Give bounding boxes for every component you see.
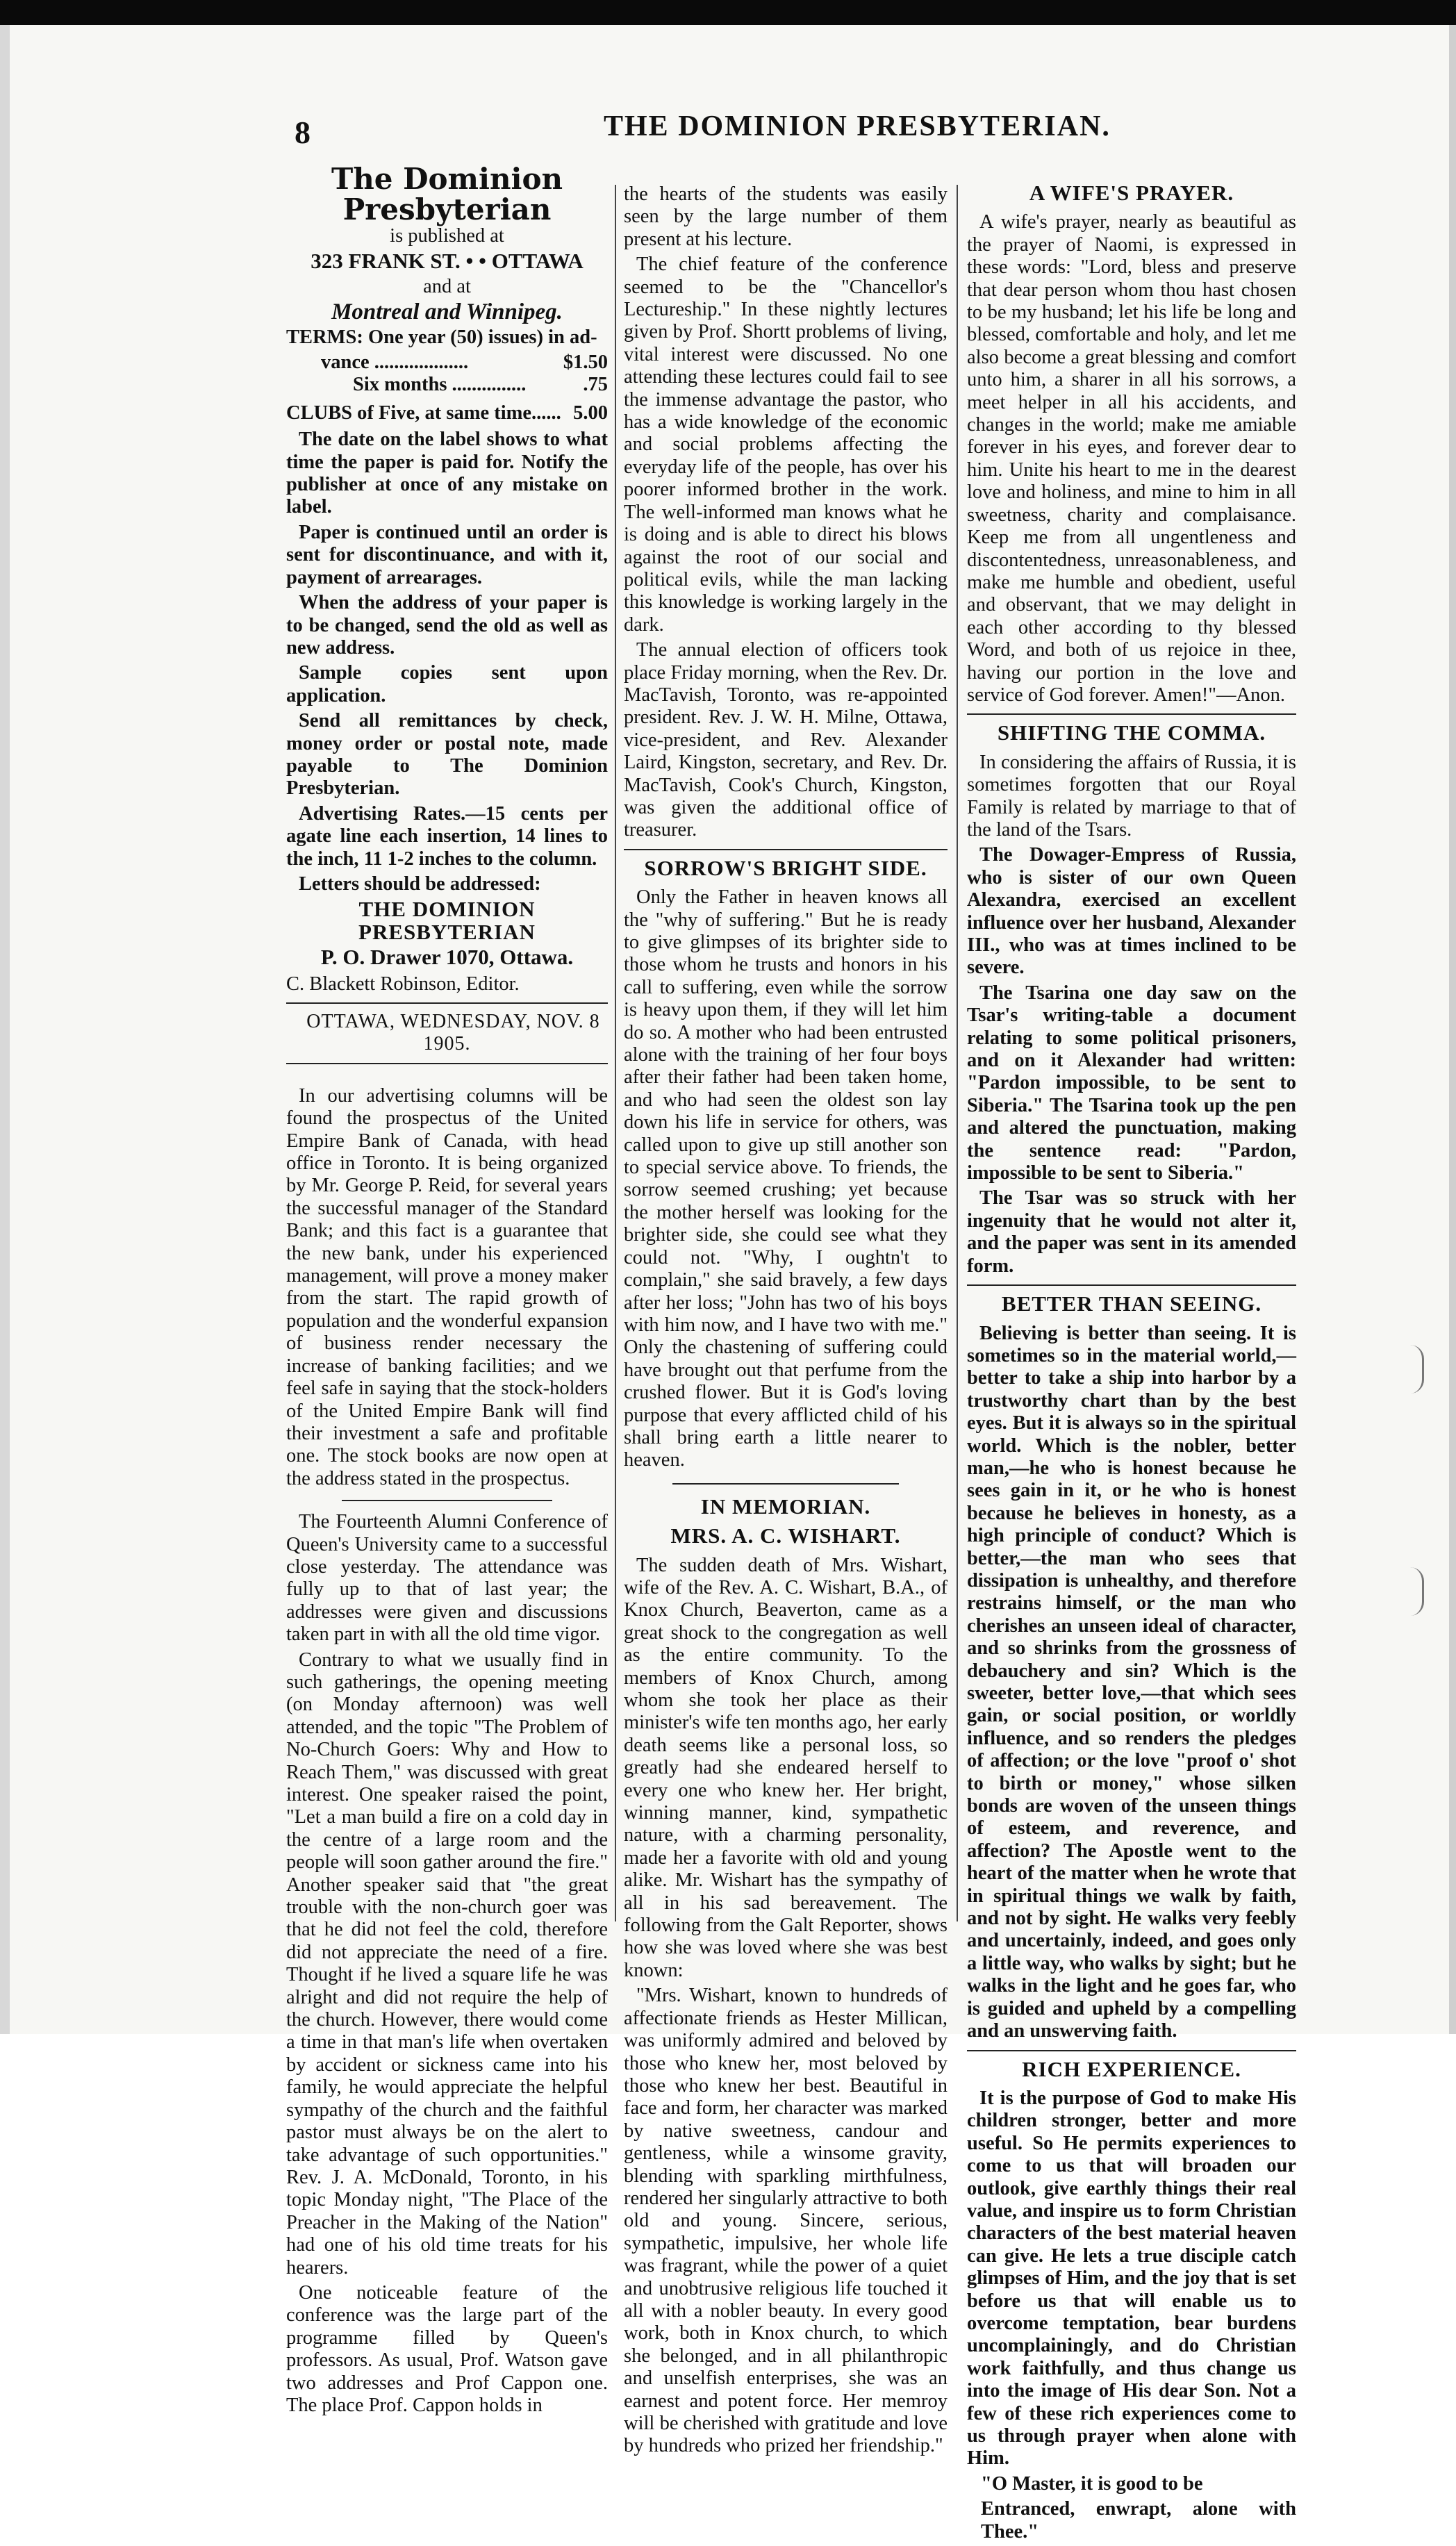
- article-paragraph: the hearts of the students was easily seen by the large number of them present at his lecture.: [624, 183, 948, 250]
- notice-paragraph: Letters should be addressed:: [299, 873, 541, 895]
- scan-right-edge: [1449, 25, 1456, 2034]
- article-paragraph: The Tsar was so struck with her ingenuity that he would not alter it, and the paper was sent in its amended form.: [967, 1187, 1296, 1277]
- poem-line: "O Master, it is good to be: [981, 2472, 1203, 2495]
- divider: [286, 1063, 608, 1064]
- divider: [967, 1284, 1296, 1286]
- article-heading: SORROW'S BRIGHT SIDE.: [644, 855, 927, 880]
- address-box: P. O. Drawer 1070, Ottawa.: [320, 945, 574, 970]
- article-paragraph: A wife's prayer, nearly as beautiful as the prayer of Naomi, is expressed in these words: "Lord, bless and preserve that dear person whom thou hast chosen to be my husband; let his life be long and blessed, comfortable and holy, and let me also become a great blessing and comfort unto him, a sharer in all his sorrows, a meet helper in all his accidents, and changes in the world; make me amiable forever in his eyes, and forever dear to him. Unite his heart to me in the dearest love and holiness, and mine to him in all sweetness, charity and complaisance. Keep me from all ungentleness and discontentedness, unreasonableness, and make me humble and obedient, useful and observant, that we may delight in each other according to thy blessed Word, and both of us rejoice in thee, having our portion in the love and service of God forever. Amen!"—Anon.: [967, 211, 1296, 706]
- article-paragraph: Contrary to what we usually find in such gatherings, the opening meeting (on Monday afternoon) was well attended, and the topic "The Problem of No-Church Goers: Why and How to Reach Them," was discussed with great interest. One speaker raised the point, "Let a man build a fire on a cold day in the centre of a large room and the people will soon gather around the fire." Another speaker said that "the great trouble with the non-church goer was that he did not feel the cold, therefore did not appreciate the need of a fire. Thought if he lived a square life he was alright and did not require the help of the church. However, there would come a time in that man's life when overtaken by accident or sickness came into his family, he would appreciate the helpful sympathy of the church and the faithful pastor must always be on the alert to take advantage of such opportunities." Rev. J. A. McDonald, Toronto, in his topic Monday night, "The Place of the Preacher in the Making of the Nation" had one of his old time treats for his hearers.: [286, 1648, 608, 2279]
- article-paragraph: The Tsarina one day saw on the Tsar's writing-table a document relating to some political prisoners, and on it Alexander had written: "Pardon impossible, to be sent to Siberia." The Tsarina took up the pen and altered the punctuation, making the sentence read: "Pardon, impossible to be sent to Siberia.": [967, 982, 1296, 1184]
- and-at: and at: [423, 275, 471, 297]
- article-paragraph: The Fourteenth Alumni Conference of Queen's University came to a successful close yesterday. The attendance was fully up to that of last year; the addresses were given and discussions taken part in with all the old time vigor.: [286, 1511, 608, 1646]
- notice-paragraph: Paper is continued until an order is sent for discontinuance, and with it, payment of arrearages.: [286, 521, 608, 588]
- article-paragraph: Believing is better than seeing. It is sometimes so in the material world,—better to take a ship into harbor by a trustworthy chart than by the best eyes. But it is always so in the spiritual world. Which is the nobler, better man,—he who is honest because he sees gain in it, or he who is honest because he believes in honesty, as a high principle of conduct? Which is better,—the man who sees that dissipation is unhealthy, and therefore restrains himself, or the man who cherishes an unseen ideal of character, and so shrinks from the grossness of debauchery and sin? Which is the sweeter, better love,—that which sees gain, or social position, or worldly influence, and so renders the pledges of affection; or the love "proof o' shot to birth or money," whose silken bonds are woven of the unseen things of esteem, and reverence, and affection? The Apostle went to the heart of the matter when he wrote that in spiritual things we walk by faith, and not by sight. He walks very feebly and uncertainly, indeed, and goes only a little way, who walks by sight; but he walks in the light and he goes far, who is guided and upheld by a compelling and an unswerving faith.: [967, 1322, 1296, 2042]
- terms-row-six-months: [286, 374, 608, 396]
- terms-price: .75: [583, 374, 608, 396]
- article-paragraph: The Dowager-Empress of Russia, who is sister of our own Queen Alexandra, exercised an excellent influence over her husband, Alexander III., who was at times inclined to be severe.: [967, 844, 1296, 979]
- page-number: 8: [295, 115, 311, 150]
- notice-paragraph: Send all remittances by check, money order or postal note, made payable to The Dominion Presbyterian.: [286, 710, 608, 800]
- article-heading: RICH EXPERIENCE.: [1022, 2056, 1241, 2081]
- notice-paragraph: Advertising Rates.—15 cents per agate line each insertion, 14 lines to the inch, 11 1-2 inches to the column.: [286, 802, 608, 870]
- binding-hole-mark: [1408, 1345, 1424, 1394]
- article-paragraph: One noticeable feature of the conference was the large part of the programme filled by Queen's professors. As usual, Prof. Watson gave two addresses and Prof Cappon one. The place Prof. Cappon holds in: [286, 2281, 608, 2416]
- divider: [342, 1500, 552, 1501]
- column-3: [967, 175, 1296, 2546]
- poem-line: Entranced, enwrapt, alone with Thee.": [981, 2498, 1296, 2543]
- column-1: [286, 164, 608, 2420]
- newspaper-page: [10, 25, 1449, 2543]
- terms-row-annual: [286, 352, 608, 374]
- notice-paragraph: Sample copies sent upon application.: [286, 662, 608, 706]
- article-paragraph: It is the purpose of God to make His children stronger, better and more useful. So He permits experiences to come to us that will broaden our outlook, give earthly things their real value, and inspire us to form Christian characters of the best material heaven can give. He lets a true disciple catch glimpses of Him, and the joy that is set before us that will enable us to overcome temptation, bear burdens uncomplainingly, and do Christian work faithfully, and thus change us into the image of His dear Son. Not a few of these rich experiences come to us through prayer when alone with Him.: [967, 2087, 1296, 2470]
- article-heading: SHIFTING THE COMMA.: [997, 720, 1266, 745]
- divider: [624, 849, 948, 850]
- cities: Montreal and Winnipeg.: [331, 299, 563, 325]
- article-paragraph: In our advertising columns will be found the prospectus of the United Empire Bank of Canada, with head office in Toronto. It is being organized by Mr. George P. Reid, for several years the successful manager of the Standard Bank; and this fact is a guarantee that the new bank, under his experienced management, will prove a money maker from the start. The rapid growth of population and the wonderful expansion of business render necessary the increase of banking facilities; and we feel safe in saying that the stock-holders of the United Empire Bank will find their investment a safe and profitable one. The stock books are now open at the address stated in the prospectus.: [286, 1084, 608, 1489]
- article-paragraph: The annual election of officers took place Friday morning, when the Rev. Dr. MacTavish, Toronto, was re-appointed president. Rev. J. W. H. Milne, Ottawa, vice-president, and Rev. Alexander Laird, Kingston, secretary, and Rev. Dr. MacTavish, Cook's Church, Kingston, was given the additional office of treasurer.: [624, 639, 948, 841]
- running-head: THE DOMINION PRESBYTERIAN.: [604, 110, 1111, 142]
- divider: [967, 713, 1296, 715]
- article-paragraph: In considering the affairs of Russia, it is sometimes forgotten that our Royal Family is related by marriage to that of the land of the Tsars.: [967, 751, 1296, 841]
- terms-label: Six months ...............: [353, 374, 527, 396]
- terms-label: vance ...................: [321, 352, 469, 374]
- article-heading: BETTER THAN SEEING.: [1001, 1291, 1262, 1316]
- editor-line: C. Blackett Robinson, Editor.: [286, 973, 520, 995]
- binding-hole-mark: [1408, 1567, 1424, 1616]
- article-paragraph: Only the Father in heaven knows all the "why of suffering." But he is ready to give glimpses of its brighter side to those whom he trusts and honors in his call to suffering, even while the sorrow is heavy upon them, if they will let him do so. A mother who had been entrusted alone with the training of her four boys after their father had been taken home, and who had seen the oldest son lay down his life in service for others, was called upon to give up still another son to special service above. To friends, the sorrow seemed crushing; yet because the mother herself was looking for the brighter side, she could see what they could not. "Why, I oughtn't to complain," she said bravely, a few days after her loss; "John has two of his boys with him now, and I have two with me." Only the chastening of suffering could have brought out that perfume from the crushed flower. But it is God's loving purpose that every afflicted child of his shall bring earth a little nearer to heaven.: [624, 886, 948, 1471]
- terms-price: 5.00: [573, 402, 608, 424]
- article-paragraph: The chief feature of the conference seemed to be the "Chancellor's Lectureship." In these nightly lectures given by Prof. Shortt problems of living, vital interest were discussed. No one attending these lectures could fail to see the immense advantage the pastor, who has a wide knowledge of the economic and social problems affecting the everyday life of the people, has over his poorer informed brother in the work. The well-informed man knows what he is doing and is able to direct his blows against the root of our social and political evils, while the man lacking this knowledge is working largely in the dark.: [624, 254, 948, 636]
- masthead: The Dominion Presbyterian: [331, 162, 563, 226]
- notice-paragraph: The date on the label shows to what time the paper is paid for. Notify the publisher at once of any mistake on label.: [286, 429, 608, 518]
- terms-row-clubs: [286, 402, 608, 424]
- dateline: OTTAWA, WEDNESDAY, NOV. 8 1905.: [306, 1011, 600, 1055]
- article-heading: A WIFE'S PRAYER.: [1029, 181, 1234, 205]
- divider: [967, 2050, 1296, 2051]
- article-heading: IN MEMORIAN.: [700, 1494, 871, 1519]
- article-paragraph: "Mrs. Wishart, known to hundreds of affectionate friends as Hester Millican, was uniformly admired and beloved by those who knew her, most beloved by those who knew her best. Beautiful in face and form, her character was marked by native sweetness, candour and gentleness, while a winsome gravity, blending with sparkling mirthfulness, rendered her singularly attractive to both old and young. Sincere, serious, sympathetic, impulsive, her whole life was fragrant, while the power of a quiet and unobtrusive religious life touched it all with a nobler beauty. In every good work, both in Knox church, to which she belonged, and in all philanthropic and unselfish enterprises, she was an earnest and potent force. Her memroy will be cherished with gratitude and love by hundreds who prized her friendship.": [624, 1985, 948, 2457]
- column-rule-1: [615, 185, 616, 1921]
- terms-label: CLUBS of Five, at same time......: [286, 402, 561, 424]
- column-rule-2: [957, 185, 958, 1921]
- notice-paragraph: When the address of your paper is to be changed, send the old as well as new address.: [286, 592, 608, 659]
- terms-price: $1.50: [563, 352, 608, 374]
- scan-left-edge: [0, 25, 10, 2034]
- divider: [286, 1002, 608, 1004]
- article-subheading: MRS. A. C. WISHART.: [670, 1523, 901, 1548]
- terms-line: TERMS: One year (50) issues) in ad-: [286, 326, 597, 348]
- article-paragraph: The sudden death of Mrs. Wishart, wife of the Rev. A. C. Wishart, B.A., of Knox Church, Beaverton, came as a great shock to the congregation as well as the entire community. To the members of Knox Church, among whom she took her place as their minister's wife ten months ago, her early death seems like a personal loss, so greatly had she endeared herself to every one who knew her. Her bright, winning manner, kind, sympathetic nature, with a charming personality, made her a favorite with old and young alike. Mr. Wishart has the sympathy of all in his sad bereavement. The following from the Galt Reporter, shows how she was loved where she was best known:: [624, 1554, 948, 1981]
- column-2: [624, 183, 948, 2461]
- divider: [672, 1483, 899, 1485]
- published-at: is published at: [390, 225, 504, 247]
- scan-top-border: [0, 0, 1456, 25]
- address-name: THE DOMINION PRESBYTERIAN: [358, 897, 536, 944]
- publisher-address: 323 FRANK ST. • • OTTAWA: [311, 249, 584, 274]
